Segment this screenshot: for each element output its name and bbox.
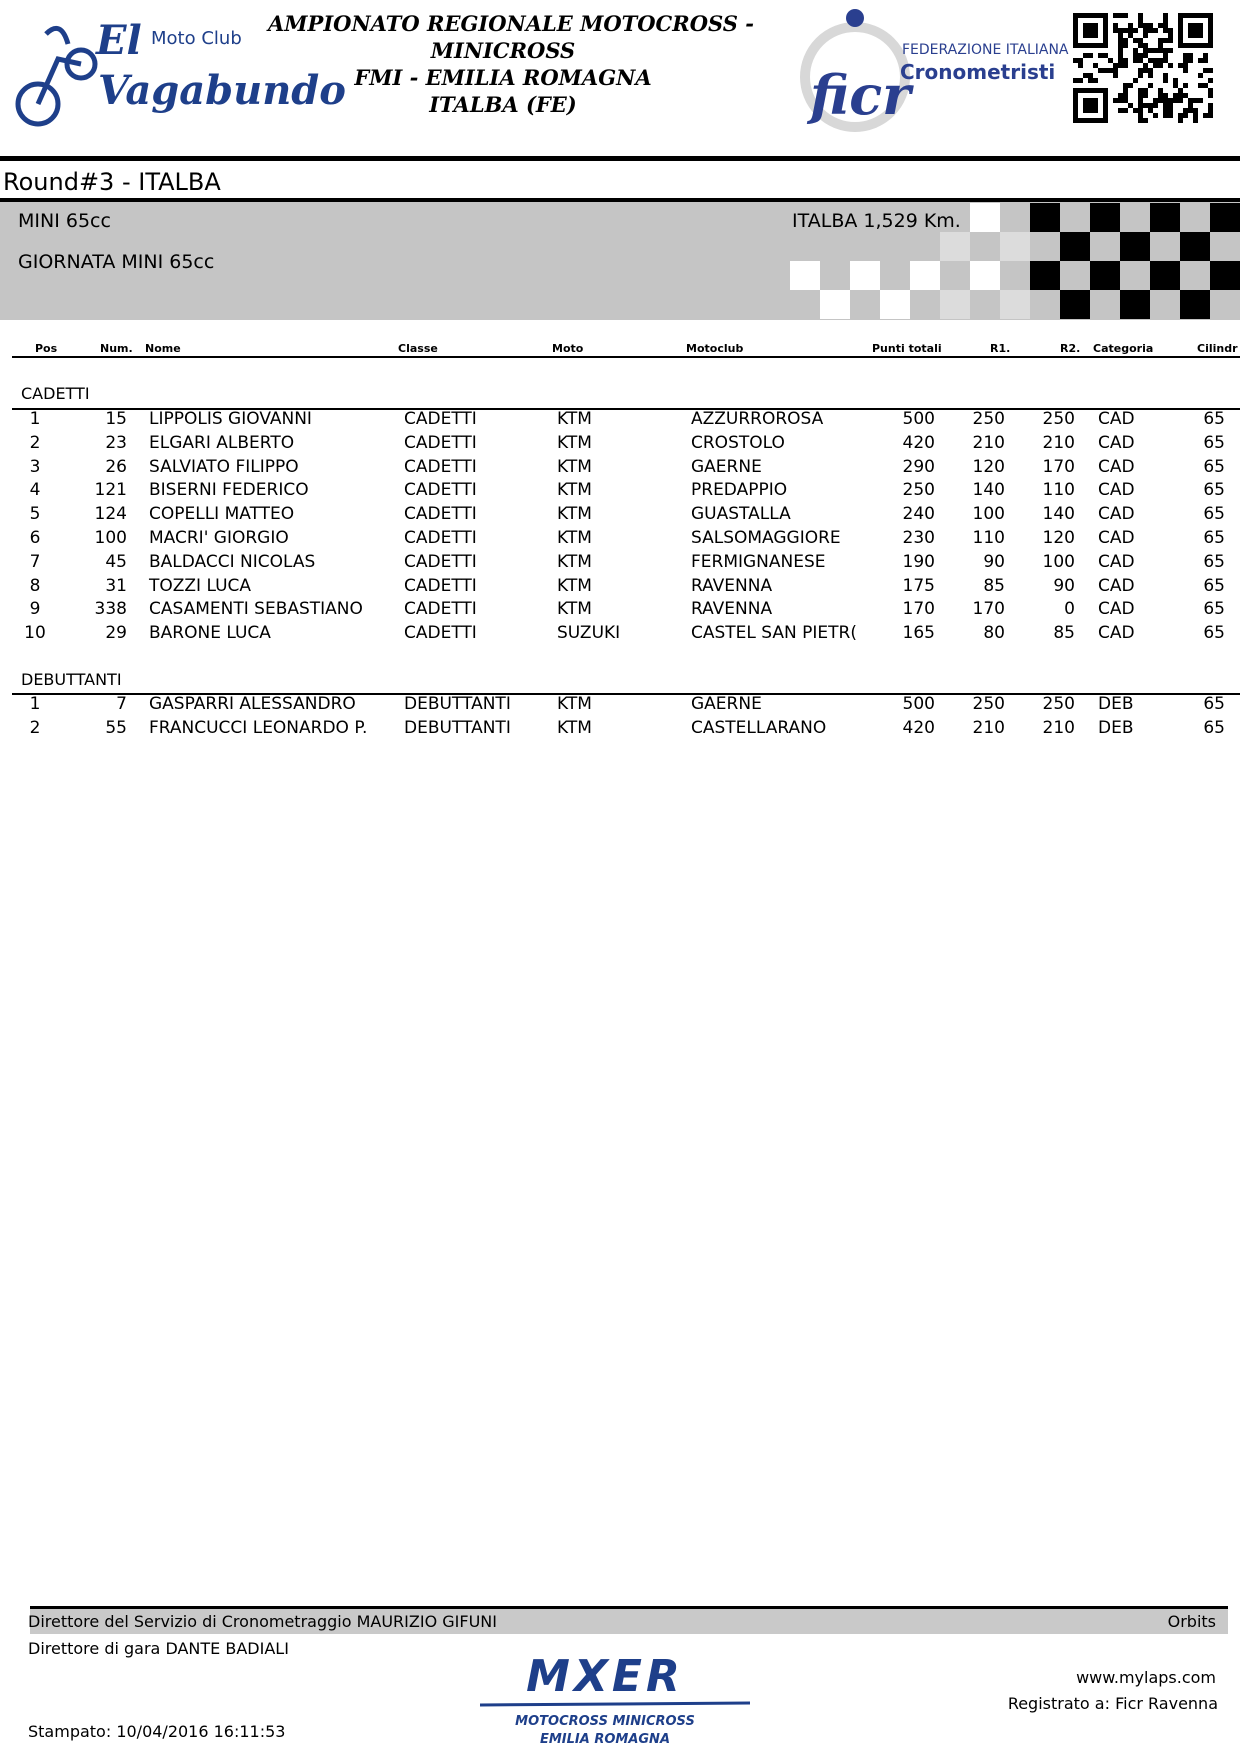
cell-class: CADETTI (404, 551, 477, 572)
cell-num: 26 (105, 456, 127, 477)
cell-pos: 3 (29, 456, 41, 477)
club-logo-line1: El (96, 17, 142, 64)
cell-cat: CAD (1098, 456, 1135, 477)
cell-r2: 140 (1042, 504, 1075, 525)
cell-cil: 65 (1203, 409, 1225, 429)
cell-cat: CAD (1098, 575, 1135, 596)
title-line-3: FMI - EMILIA ROMAGNA (354, 65, 652, 90)
cell-r1: 120 (972, 456, 1005, 477)
cell-pos: 5 (29, 504, 41, 525)
cell-name: BARONE LUCA (149, 623, 271, 644)
cell-club: CROSTOLO (691, 432, 785, 453)
cell-pos: 2 (29, 432, 41, 453)
cell-cil: 65 (1203, 717, 1225, 738)
cell-num: 29 (105, 623, 127, 644)
cell-name: GASPARRI ALESSANDRO (149, 694, 356, 714)
cell-moto: KTM (557, 551, 592, 572)
cell-r2: 250 (1042, 694, 1075, 714)
cell-r2: 250 (1042, 409, 1075, 429)
race-director: Direttore di gara DANTE BADIALI (28, 1639, 289, 1658)
mxer-logo (420, 1643, 790, 1748)
cell-cil: 65 (1203, 599, 1225, 620)
col-r2: R2. (1060, 342, 1081, 355)
cell-moto: KTM (557, 504, 592, 525)
cell-pos: 2 (29, 717, 41, 738)
cell-cat: CAD (1098, 432, 1135, 453)
table-row (0, 433, 1240, 457)
cell-class: CADETTI (404, 504, 477, 525)
mxer-logo-line3: EMILIA ROMAGNA (539, 1732, 671, 1747)
cell-cat: CAD (1098, 480, 1135, 501)
table-row (0, 599, 1240, 623)
cell-pos: 4 (29, 480, 41, 501)
ficr-logo-line1: FEDERAZIONE ITALIANA (902, 42, 1069, 58)
cell-total: 230 (902, 528, 935, 548)
cell-moto: KTM (557, 456, 592, 477)
ficr-logo-line2: Cronometristi (900, 60, 1056, 84)
round-title: Round#3 - ITALBA (3, 168, 221, 196)
cell-class: CADETTI (404, 599, 477, 620)
chrono-director: Direttore del Servizio di Cronometraggio MAURIZIO GIFUNI (28, 1612, 497, 1631)
cell-club: FERMIGNANESE (691, 551, 826, 572)
cell-r2: 210 (1042, 432, 1075, 453)
cell-moto: SUZUKI (557, 623, 621, 644)
cell-name: LIPPOLIS GIOVANNI (149, 409, 312, 429)
cell-r2: 0 (1064, 599, 1075, 620)
table-row (0, 552, 1240, 576)
title-line-4: ITALBA (FE) (429, 92, 577, 117)
col-class: Classe (398, 342, 438, 355)
cell-cil: 65 (1203, 528, 1225, 548)
cell-pos: 1 (29, 409, 41, 429)
cell-club: GAERNE (691, 694, 762, 714)
cell-r1: 170 (972, 599, 1005, 620)
col-cat: Categoria (1093, 342, 1154, 355)
cell-total: 420 (902, 432, 935, 453)
cell-cat: CAD (1098, 623, 1135, 644)
cell-total: 165 (902, 623, 935, 644)
cell-club: CASTELLARANO (691, 717, 827, 738)
cell-total: 190 (902, 551, 935, 572)
website-link[interactable]: www.mylaps.com (1076, 1668, 1216, 1687)
cell-class: CADETTI (404, 480, 477, 501)
cell-moto: KTM (557, 528, 592, 548)
cell-total: 250 (902, 480, 935, 501)
cell-total: 240 (902, 504, 935, 525)
cell-num: 23 (105, 432, 127, 453)
cell-name: SALVIATO FILIPPO (149, 456, 299, 477)
cell-class: CADETTI (404, 623, 477, 644)
cell-pos: 8 (29, 575, 41, 596)
cell-class: DEBUTTANTI (404, 717, 511, 738)
table-row (0, 576, 1240, 600)
col-num: Num. (100, 342, 133, 355)
cell-pos: 9 (29, 599, 41, 620)
cell-pos: 10 (24, 623, 46, 644)
cell-cil: 65 (1203, 575, 1225, 596)
cell-name: TOZZI LUCA (149, 575, 252, 596)
cell-r1: 90 (983, 551, 1005, 572)
cell-moto: KTM (557, 717, 592, 738)
championship-title (268, 10, 754, 118)
table-row (0, 409, 1240, 433)
cell-r1: 210 (972, 432, 1005, 453)
ficr-logo-mark: ficr (810, 63, 911, 127)
cell-r2: 120 (1042, 528, 1075, 548)
cell-moto: KTM (557, 432, 592, 453)
cell-num: 100 (94, 528, 127, 548)
col-cil: Cilindr (1197, 342, 1238, 355)
cell-name: FRANCUCCI LEONARDO P. (149, 717, 368, 738)
cell-club: GUASTALLA (691, 504, 791, 525)
cell-moto: KTM (557, 599, 592, 620)
cell-name: MACRI' GIORGIO (149, 528, 289, 548)
table-row (0, 457, 1240, 481)
cell-cat: CAD (1098, 528, 1135, 548)
print-timestamp: Stampato: 10/04/2016 16:11:53 (28, 1722, 286, 1741)
qr-code-icon (1073, 12, 1213, 124)
cell-total: 500 (902, 409, 935, 429)
cell-total: 500 (902, 694, 935, 714)
table-row (0, 623, 1240, 647)
cell-cat: DEB (1098, 717, 1134, 738)
col-club: Motoclub (686, 342, 744, 355)
cell-num: 121 (94, 480, 127, 501)
mxer-logo-word: MXER (526, 1651, 684, 1702)
group-title: CADETTI (21, 384, 90, 403)
mxer-logo-line2: MOTOCROSS MINICROSS (515, 1714, 695, 1729)
cell-cil: 65 (1203, 551, 1225, 572)
race-day: GIORNATA MINI 65cc (18, 251, 215, 273)
software-name: Orbits (1167, 1612, 1216, 1631)
cell-club: RAVENNA (691, 575, 773, 596)
col-pos: Pos (35, 342, 58, 355)
cell-cil: 65 (1203, 456, 1225, 477)
cell-name: COPELLI MATTEO (149, 504, 295, 525)
cell-cat: DEB (1098, 694, 1134, 714)
cell-name: BALDACCI NICOLAS (149, 551, 316, 572)
table-row (0, 504, 1240, 528)
cell-class: CADETTI (404, 409, 477, 429)
cell-r1: 250 (972, 409, 1005, 429)
cell-total: 170 (902, 599, 935, 620)
cell-r1: 250 (972, 694, 1005, 714)
cell-cil: 65 (1203, 694, 1225, 714)
cell-total: 175 (902, 575, 935, 596)
cell-club: GAERNE (691, 456, 762, 477)
title-line-1: AMPIONATO REGIONALE MOTOCROSS - (268, 11, 754, 36)
club-logo-tag: Moto Club (151, 28, 242, 49)
cell-num: 124 (94, 504, 127, 525)
motocross-rider-icon (18, 28, 95, 124)
track-info: ITALBA 1,529 Km. (792, 210, 961, 232)
cell-class: CADETTI (404, 456, 477, 477)
cell-r2: 110 (1042, 480, 1075, 501)
cell-club: SALSOMAGGIORE (691, 528, 841, 548)
cell-club: AZZURROROSA (691, 409, 824, 429)
table-row (0, 694, 1240, 718)
col-moto: Moto (552, 342, 584, 355)
col-total: Punti totali (872, 342, 942, 355)
cell-cat: CAD (1098, 409, 1135, 429)
cell-r2: 170 (1042, 456, 1075, 477)
club-logo-line2: Vagabundo (98, 67, 346, 114)
cell-num: 338 (94, 599, 127, 620)
cell-num: 15 (105, 409, 127, 429)
registered-to: Registrato a: Ficr Ravenna (1007, 1694, 1218, 1713)
cell-moto: KTM (557, 575, 592, 596)
cell-class: DEBUTTANTI (404, 694, 511, 714)
cell-num: 7 (116, 694, 127, 714)
cell-pos: 7 (29, 551, 41, 572)
table-row (0, 480, 1240, 504)
cell-r2: 85 (1053, 623, 1075, 644)
club-logo (6, 4, 346, 136)
cell-total: 420 (902, 717, 935, 738)
race-class: MINI 65cc (18, 210, 111, 232)
cell-pos: 1 (29, 694, 41, 714)
header-rule (0, 156, 1240, 161)
cell-cil: 65 (1203, 504, 1225, 525)
cell-club: PREDAPPIO (691, 480, 788, 501)
cell-total: 290 (902, 456, 935, 477)
cell-cat: CAD (1098, 551, 1135, 572)
cell-r1: 85 (983, 575, 1005, 596)
group-title: DEBUTTANTI (21, 670, 122, 689)
cell-r1: 80 (983, 623, 1005, 644)
cell-r2: 90 (1053, 575, 1075, 596)
cell-name: BISERNI FEDERICO (149, 480, 309, 501)
cell-r1: 100 (972, 504, 1005, 525)
cell-num: 31 (105, 575, 127, 596)
cell-class: CADETTI (404, 528, 477, 548)
table-row (0, 528, 1240, 552)
cell-cil: 65 (1203, 480, 1225, 501)
title-line-2: MINICROSS (430, 38, 576, 63)
cell-cil: 65 (1203, 432, 1225, 453)
cell-cil: 65 (1203, 623, 1225, 644)
cell-club: CASTEL SAN PIETR( (691, 623, 857, 644)
cell-r1: 110 (972, 528, 1005, 548)
cell-r2: 210 (1042, 717, 1075, 738)
column-rule (12, 356, 1240, 358)
cell-name: ELGARI ALBERTO (149, 432, 295, 453)
cell-class: CADETTI (404, 575, 477, 596)
cell-pos: 6 (29, 528, 41, 548)
table-row (0, 718, 1240, 742)
cell-num: 55 (105, 717, 127, 738)
cell-r1: 140 (972, 480, 1005, 501)
cell-cat: CAD (1098, 504, 1135, 525)
cell-moto: KTM (557, 694, 592, 714)
cell-cat: CAD (1098, 599, 1135, 620)
cell-r2: 100 (1042, 551, 1075, 572)
cell-class: CADETTI (404, 432, 477, 453)
col-r1: R1. (990, 342, 1011, 355)
cell-name: CASAMENTI SEBASTIANO (149, 599, 363, 620)
cell-moto: KTM (557, 480, 592, 501)
ficr-logo (800, 2, 1069, 134)
cell-r1: 210 (972, 717, 1005, 738)
cell-club: RAVENNA (691, 599, 773, 620)
cell-moto: KTM (557, 409, 592, 429)
col-name: Nome (145, 342, 181, 355)
cell-num: 45 (105, 551, 127, 572)
